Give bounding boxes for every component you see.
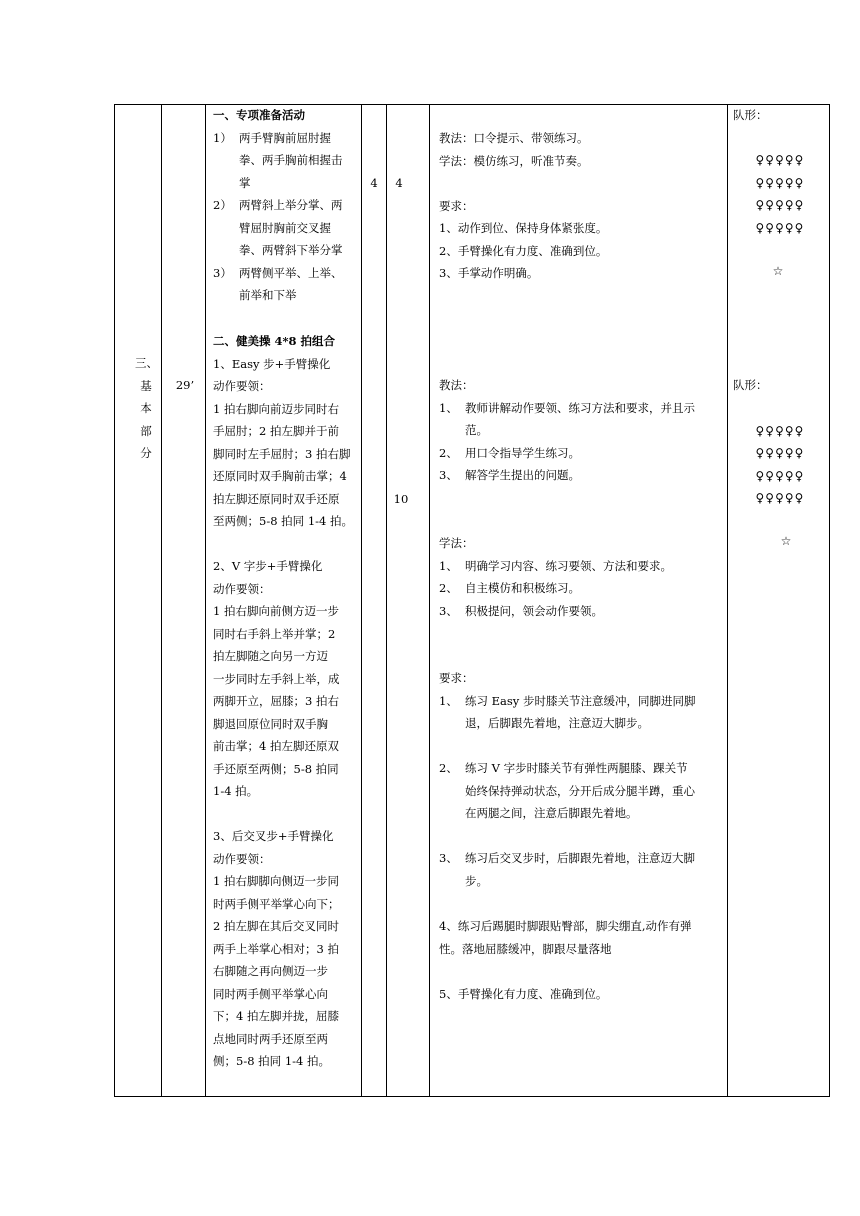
step3-line: 侧；5-8 拍同 1-4 拍。 bbox=[213, 1054, 331, 1068]
item-line: 两臂斜上举分掌、两 bbox=[239, 198, 343, 212]
step3-title: 3、后交叉步+手臂操化 bbox=[213, 829, 334, 843]
step3-line: 动作要领： bbox=[213, 851, 271, 866]
methods-block-2-requirements bbox=[439, 667, 723, 735]
list-item bbox=[439, 555, 723, 578]
item-line: 解答学生提出的问题。 bbox=[465, 468, 580, 482]
section-time: 29’ bbox=[175, 378, 195, 392]
formation-label-2: 队形： bbox=[733, 378, 768, 392]
item-number: 2、 bbox=[439, 581, 458, 595]
item-line: 明确学习内容、练习要领、方法和要求。 bbox=[465, 558, 672, 573]
step3-line: 下；4 拍左脚并拢，屈膝 bbox=[213, 1009, 339, 1023]
requirement-line: 性。落地屈膝缓冲，脚跟尽量落地 bbox=[439, 941, 612, 956]
formation-label-1: 队形： bbox=[733, 108, 768, 122]
formation-row: ♀♀♀♀♀ bbox=[755, 221, 805, 235]
table-col-divider-4 bbox=[386, 104, 387, 1097]
item-number: 1、 bbox=[439, 558, 458, 573]
item-number: 3） bbox=[213, 265, 232, 280]
item-number: 2） bbox=[213, 198, 232, 212]
table-col-divider-2 bbox=[205, 104, 206, 1097]
formation-row: ♀♀♀♀♀ bbox=[755, 176, 805, 190]
section-label-char: 本 bbox=[140, 401, 152, 415]
part2-title: 二、健美操 4*8 拍组合 bbox=[213, 334, 336, 348]
step2-line: 同时右手斜上举并掌；2 bbox=[213, 626, 336, 641]
item-line: 前举和下举 bbox=[239, 288, 297, 302]
methods-block-2-req5 bbox=[439, 983, 723, 1006]
list-item bbox=[439, 464, 723, 487]
formation-row: ♀♀♀♀♀ bbox=[755, 424, 805, 438]
methods-block-2-req3 bbox=[439, 847, 723, 892]
item-line: 两手臂胸前屈肘握 bbox=[239, 130, 331, 145]
item-number: 1） bbox=[213, 130, 232, 145]
learn-title: 学法： bbox=[439, 536, 474, 550]
step1-line: 脚同时左手屈肘；3 拍右脚 bbox=[213, 446, 351, 461]
step2-line: 手还原至两侧；5-8 拍同 bbox=[213, 761, 339, 776]
item-number: 2、 bbox=[439, 761, 458, 775]
item-line: 范。 bbox=[465, 423, 488, 437]
step2-line: 前击掌；4 拍左脚还原双 bbox=[213, 739, 339, 753]
teach-title: 教法： bbox=[439, 378, 474, 392]
methods-block-2-learn bbox=[439, 532, 723, 622]
learn-method: 学法：模仿练习，听准节奏。 bbox=[439, 153, 589, 168]
requirement-title: 要求： bbox=[439, 198, 474, 213]
methods-block-2-req2 bbox=[439, 757, 723, 825]
requirement-title: 要求： bbox=[439, 671, 474, 685]
requirement-line: 3、手掌动作明确。 bbox=[439, 266, 539, 280]
col5-value-1: 4 bbox=[395, 176, 403, 190]
list-item bbox=[439, 442, 723, 465]
table-col-divider-3 bbox=[361, 104, 362, 1097]
requirement-line: 2、手臂操化有力度、准确到位。 bbox=[439, 243, 608, 258]
step3-line: 右脚随之再向侧迈一步 bbox=[213, 964, 328, 978]
list-item bbox=[439, 847, 723, 892]
step3-line: 2 拍左脚在其后交叉同时 bbox=[213, 919, 339, 933]
step3-line: 两手上举掌心相对；3 拍 bbox=[213, 941, 339, 956]
section-label-char: 三、 bbox=[135, 356, 158, 370]
requirement-line: 4、练习后踢腿时脚跟贴臀部，脚尖绷直,动作有弹 bbox=[439, 919, 692, 933]
item-number: 1、 bbox=[439, 400, 458, 415]
step3-line: 同时两手侧平举掌心向 bbox=[213, 986, 328, 1001]
table-col-divider-1 bbox=[161, 104, 162, 1097]
list-item bbox=[439, 690, 723, 735]
step1-line: 还原同时双手胸前击掌；4 bbox=[213, 469, 347, 483]
content-step3 bbox=[213, 825, 359, 1073]
col4-value: 4 bbox=[370, 176, 378, 190]
formation-row: ♀♀♀♀♀ bbox=[755, 469, 805, 483]
content-part1 bbox=[213, 104, 359, 307]
formation-row: ♀♀♀♀♀ bbox=[755, 198, 805, 212]
table-col-divider-6 bbox=[727, 104, 728, 1097]
item-line: 拳、两手胸前相握击 bbox=[239, 153, 343, 167]
section-label-char: 部 bbox=[140, 423, 152, 438]
item-number: 3、 bbox=[439, 851, 458, 865]
step2-line: 动作要领： bbox=[213, 581, 271, 596]
step1-line: 至两侧；5-8 拍同 1-4 拍。 bbox=[213, 514, 354, 528]
list-item bbox=[213, 194, 359, 262]
step2-title: 2、V 字步+手臂操化 bbox=[213, 559, 323, 573]
step1-line: 1 拍右脚向前迈步同时右 bbox=[213, 401, 339, 416]
methods-block-2-teach bbox=[439, 374, 723, 487]
item-number: 3、 bbox=[439, 603, 458, 618]
list-item bbox=[439, 600, 723, 623]
table-bottom-border bbox=[114, 1096, 830, 1097]
step2-line: 一步同时左手斜上举，成 bbox=[213, 671, 340, 686]
formation-row: ♀♀♀♀♀ bbox=[755, 491, 805, 505]
step3-line: 时两手侧平举掌心向下； bbox=[213, 896, 340, 911]
requirement-line: 1、动作到位、保持身体紧张度。 bbox=[439, 221, 608, 235]
item-line: 用口令指导学生练习。 bbox=[465, 445, 580, 460]
step2-line: 1-4 拍。 bbox=[213, 784, 259, 798]
item-number: 3、 bbox=[439, 468, 458, 482]
item-number: 1、 bbox=[439, 693, 458, 708]
section-label-char: 分 bbox=[140, 446, 152, 460]
requirement-line: 5、手臂操化有力度、准确到位。 bbox=[439, 987, 608, 1001]
step2-line: 1 拍右脚向前侧方迈一步 bbox=[213, 604, 339, 618]
item-line: 始终保持弹动状态，分开后成分腿半蹲，重心 bbox=[465, 783, 695, 798]
teach-method: 教法：口令提示、带领练习。 bbox=[439, 131, 589, 145]
content-step2 bbox=[213, 555, 359, 803]
teacher-star-icon: ☆ bbox=[772, 264, 784, 278]
item-number: 2、 bbox=[439, 445, 458, 460]
step3-line: 1 拍右脚脚向侧迈一步同 bbox=[213, 874, 339, 888]
table-col-divider-7 bbox=[829, 104, 830, 1097]
item-line: 拳、两臂斜下举分掌 bbox=[239, 243, 343, 257]
item-line: 退，后脚跟先着地，注意迈大脚步。 bbox=[465, 716, 649, 730]
item-line: 臂屈肘胸前交叉握 bbox=[239, 220, 331, 235]
step1-line: 拍左脚还原同时双手还原 bbox=[213, 491, 340, 506]
item-line: 两臂侧平举、上举、 bbox=[239, 265, 343, 280]
section-label bbox=[135, 352, 157, 465]
content-part2 bbox=[213, 330, 359, 533]
list-item bbox=[439, 397, 723, 442]
table-col-divider-5 bbox=[429, 104, 430, 1097]
formation-row: ♀♀♀♀♀ bbox=[755, 446, 805, 460]
step1-title: 1、Easy 步+手臂操化 bbox=[213, 356, 331, 371]
item-line: 掌 bbox=[239, 175, 251, 190]
item-line: 积极提问，领会动作要领。 bbox=[465, 603, 603, 618]
step1-line: 手屈肘；2 拍左脚并于前 bbox=[213, 424, 339, 438]
list-item bbox=[439, 577, 723, 600]
step2-line: 拍左脚随之向另一方迈 bbox=[213, 649, 328, 663]
teacher-star-icon: ☆ bbox=[780, 534, 792, 548]
formation-row: ♀♀♀♀♀ bbox=[755, 153, 805, 167]
section-label-char: 基 bbox=[140, 378, 152, 393]
step2-line: 两脚开立，屈膝；3 拍右 bbox=[213, 694, 339, 708]
step3-line: 点地同时两手还原至两 bbox=[213, 1031, 328, 1046]
list-item bbox=[213, 262, 359, 307]
table-col-divider-0 bbox=[114, 104, 115, 1097]
item-line: 教师讲解动作要领、练习方法和要求，并且示 bbox=[465, 400, 695, 415]
item-line: 练习 V 字步时膝关节有弹性两腿膝、踝关节 bbox=[465, 761, 688, 775]
col5-value-2: 10 bbox=[393, 492, 409, 506]
item-line: 步。 bbox=[465, 873, 488, 888]
item-line: 自主模仿和积极练习。 bbox=[465, 581, 580, 595]
item-line: 练习 Easy 步时膝关节注意缓冲，同脚进同脚 bbox=[465, 693, 696, 708]
step1-line: 动作要领： bbox=[213, 379, 271, 393]
methods-block-1 bbox=[439, 127, 723, 285]
item-line: 在两腿之间，注意后脚跟先着地。 bbox=[465, 806, 638, 820]
list-item bbox=[213, 127, 359, 195]
step2-line: 脚退回原位同时双手胸 bbox=[213, 716, 328, 731]
list-item bbox=[439, 757, 723, 825]
item-line: 练习后交叉步时，后脚跟先着地，注意迈大脚 bbox=[465, 851, 695, 865]
methods-block-2-req4 bbox=[439, 915, 723, 960]
part1-title: 一、专项准备活动 bbox=[213, 108, 305, 122]
